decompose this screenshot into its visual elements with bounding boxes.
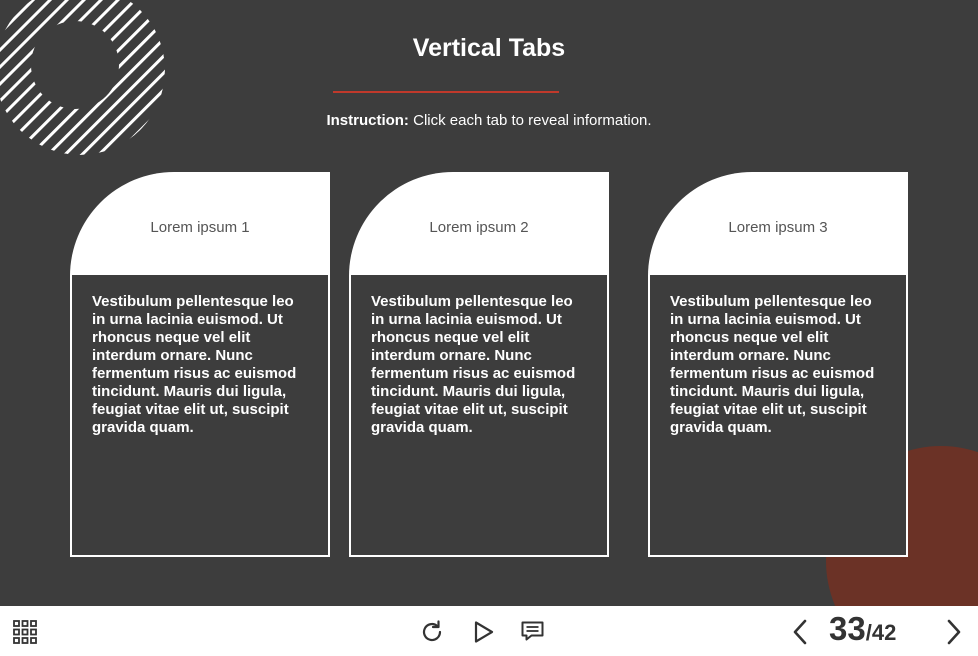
instruction bbox=[0, 112, 978, 129]
striped-ring-decoration bbox=[0, 0, 165, 155]
play-icon[interactable] bbox=[471, 619, 497, 645]
tab-label-2: Lorem ipsum 2 bbox=[429, 219, 529, 236]
chevron-left-icon[interactable] bbox=[788, 619, 814, 645]
tab-3[interactable] bbox=[648, 172, 908, 276]
replay-icon[interactable] bbox=[419, 619, 445, 645]
title-underline bbox=[333, 91, 559, 93]
page-title: Vertical Tabs bbox=[412, 34, 566, 62]
tab-1[interactable] bbox=[70, 172, 330, 276]
tab-label-3: Lorem ipsum 3 bbox=[728, 219, 828, 236]
tab-text-2: Vestibulum pellentesque leo in urna lacinia euismod. Ut rhoncus neque vel elit interdum ornare. Nunc fermentum risus ac euismod tincidunt. Mauris dui ligula, feugiat vitae elit ut, suscipit gravida quam. bbox=[371, 293, 576, 436]
tab-text-1: Vestibulum pellentesque leo in urna lacinia euismod. Ut rhoncus neque vel elit interdum ornare. Nunc fermentum risus ac euismod tincidunt. Mauris dui ligula, feugiat vitae elit ut, suscipit gravida quam. bbox=[92, 293, 297, 436]
tab-text-3: Vestibulum pellentesque leo in urna lacinia euismod. Ut rhoncus neque vel elit interdum ornare. Nunc fermentum risus ac euismod tincidunt. Mauris dui ligula, feugiat vitae elit ut, suscipit gravida quam. bbox=[670, 293, 875, 436]
tab-content-3 bbox=[648, 275, 908, 557]
grid-menu-icon[interactable] bbox=[12, 619, 38, 645]
notes-icon[interactable] bbox=[520, 619, 546, 645]
tab-content-2 bbox=[349, 275, 609, 557]
page-separator: / bbox=[865, 620, 872, 645]
player-footer bbox=[0, 606, 978, 656]
page-counter bbox=[829, 610, 896, 648]
tab-label-1: Lorem ipsum 1 bbox=[150, 219, 250, 236]
tab-card-2 bbox=[349, 172, 609, 558]
page-total: 42 bbox=[871, 620, 897, 645]
tab-content-1 bbox=[70, 275, 330, 557]
chevron-right-icon[interactable] bbox=[940, 619, 966, 645]
tab-2[interactable] bbox=[349, 172, 609, 276]
instruction-label: Instruction: bbox=[326, 112, 409, 129]
page-current: 33 bbox=[829, 610, 866, 647]
tab-card-3 bbox=[648, 172, 908, 558]
tab-card-1 bbox=[70, 172, 330, 558]
instruction-text: Click each tab to reveal information. bbox=[408, 112, 652, 129]
